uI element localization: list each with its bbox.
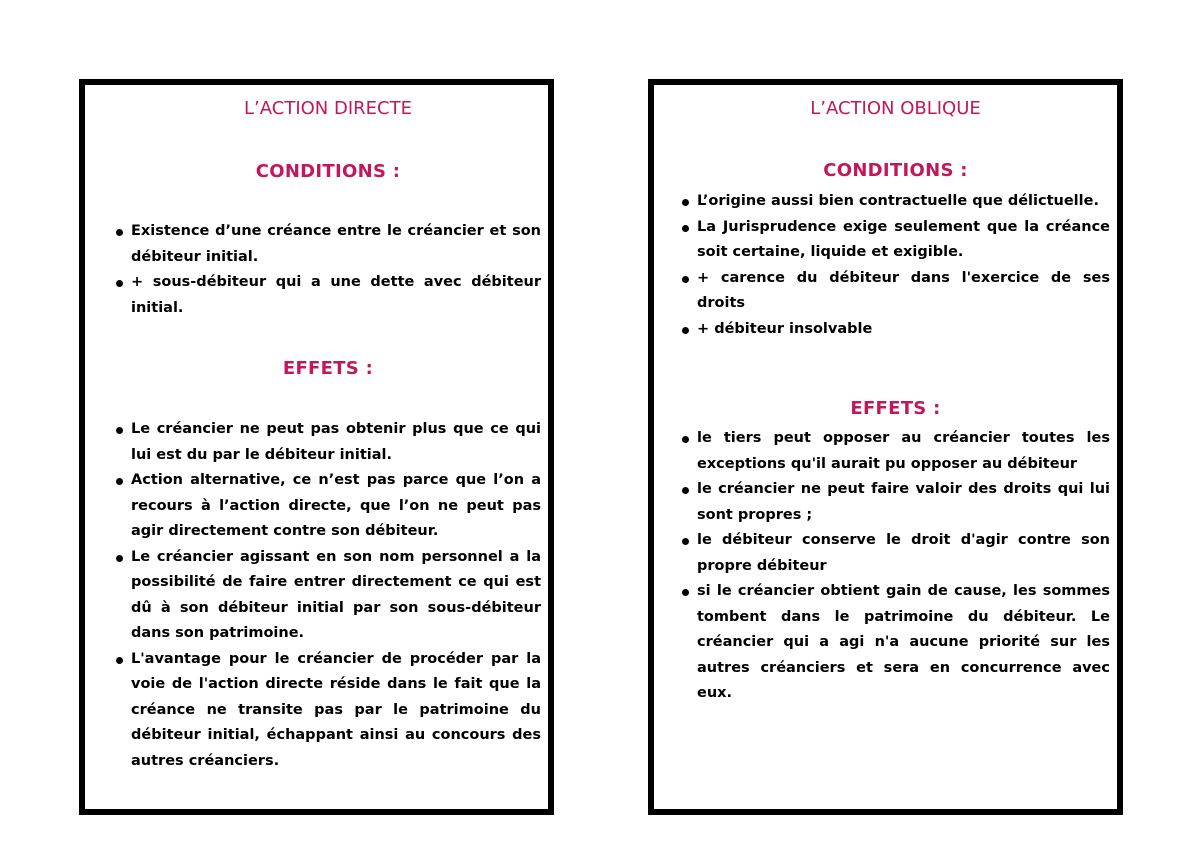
card-title: L’ACTION OBLIQUE [810, 98, 981, 119]
list-item: L’origine aussi bien contractuelle que délictuelle. [681, 189, 1110, 215]
list-item: le créancier ne peut faire valoir des droits qui lui sont propres ; [681, 477, 1110, 528]
list-item: Le créancier agissant en son nom personnel a la possibilité de faire entrer directement ce qui est dû à son débiteur initial par son sous-débiteur dans son patrimoine. [115, 545, 541, 647]
list-item: + débiteur insolvable [681, 317, 1110, 343]
conditions-heading: CONDITIONS : [823, 160, 968, 181]
list-item: La Jurisprudence exige seulement que la créance soit certaine, liquide et exigible. [681, 215, 1110, 266]
card-action-oblique [648, 79, 1123, 815]
card-action-directe [79, 79, 554, 815]
list-item: le tiers peut opposer au créancier toutes les exceptions qu'il aurait pu opposer au débiteur [681, 426, 1110, 477]
list-item: + sous-débiteur qui a une dette avec débiteur initial. [115, 270, 541, 321]
conditions-list [681, 189, 1110, 342]
list-item: + carence du débiteur dans l'exercice de ses droits [681, 266, 1110, 317]
list-item: si le créancier obtient gain de cause, les sommes tombent dans le patrimoine du débiteur. Le créancier qui a agi n'a aucune priorité sur les autres créanciers et sera en concurrence avec eux. [681, 579, 1110, 707]
list-item: Existence d’une créance entre le créancier et son débiteur initial. [115, 219, 541, 270]
effects-heading: EFFETS : [850, 398, 941, 419]
effects-heading: EFFETS : [282, 358, 374, 379]
list-item: L'avantage pour le créancier de procéder par la voie de l'action directe réside dans le fait que la créance ne transite pas par le patrimoine du débiteur initial, échappant ainsi au concours des autres créanciers. [115, 647, 541, 775]
card-title: L’ACTION DIRECTE [244, 98, 412, 119]
list-item: Le créancier ne peut pas obtenir plus que ce qui lui est du par le débiteur initial. [115, 417, 541, 468]
effects-list [115, 417, 541, 774]
list-item: le débiteur conserve le droit d'agir contre son propre débiteur [681, 528, 1110, 579]
list-item: Action alternative, ce n’est pas parce que l’on a recours à l’action directe, que l’on ne peut pas agir directement contre son débiteur. [115, 468, 541, 545]
conditions-list [115, 219, 541, 321]
conditions-heading: CONDITIONS : [255, 161, 401, 182]
effects-list [681, 426, 1110, 707]
